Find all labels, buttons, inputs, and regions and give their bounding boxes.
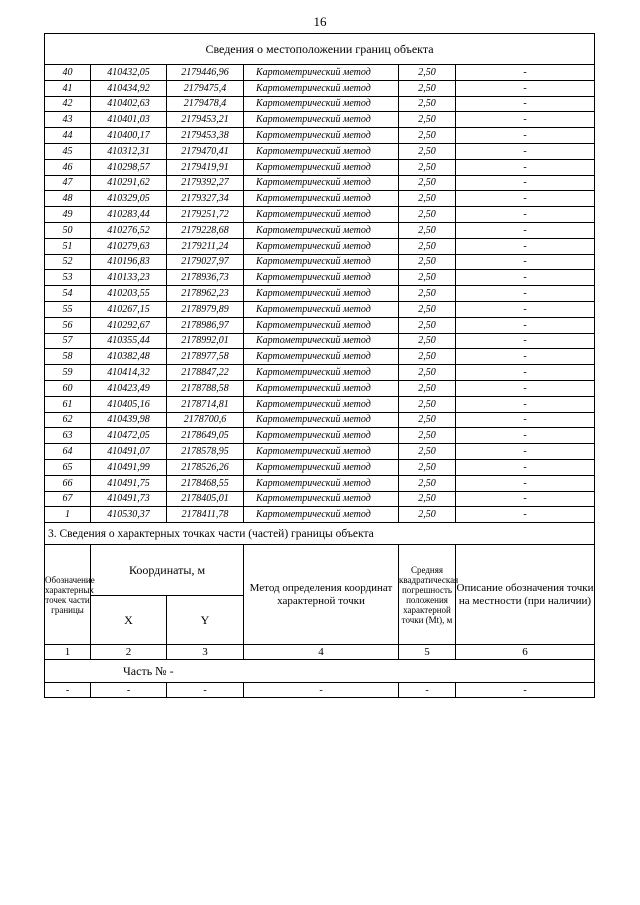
point-number: 44 <box>45 128 91 144</box>
description: - <box>456 143 595 159</box>
method: Картометрический метод <box>244 159 399 175</box>
mt-value: 2,50 <box>399 191 456 207</box>
point-number: 65 <box>45 459 91 475</box>
mt-value: 2,50 <box>399 380 456 396</box>
point-number: 63 <box>45 428 91 444</box>
method: Картометрический метод <box>244 270 399 286</box>
table-row <box>45 428 595 444</box>
description: - <box>456 80 595 96</box>
point-number: 40 <box>45 65 91 81</box>
point-number: 48 <box>45 191 91 207</box>
table-row <box>45 475 595 491</box>
coord-x: 410292,67 <box>91 317 167 333</box>
coord-y: 2178936,73 <box>167 270 244 286</box>
table-cell: - <box>399 683 456 698</box>
description: - <box>456 159 595 175</box>
coord-x: 410283,44 <box>91 207 167 223</box>
section-title-row <box>45 34 595 65</box>
method: Картометрический метод <box>244 254 399 270</box>
table-row <box>45 365 595 381</box>
coord-y: 2178526,26 <box>167 459 244 475</box>
method: Картометрический метод <box>244 175 399 191</box>
mt-value: 2,50 <box>399 238 456 254</box>
section3-title-row <box>45 523 595 545</box>
coord-y: 2179453,21 <box>167 112 244 128</box>
table-row <box>45 128 595 144</box>
table-row <box>45 349 595 365</box>
description: - <box>456 380 595 396</box>
mt-value: 2,50 <box>399 80 456 96</box>
coord-y: 2178962,23 <box>167 286 244 302</box>
point-number: 51 <box>45 238 91 254</box>
mt-value: 2,50 <box>399 96 456 112</box>
point-number: 53 <box>45 270 91 286</box>
point-number: 1 <box>45 507 91 523</box>
column-number: 5 <box>399 645 456 660</box>
method: Картометрический метод <box>244 143 399 159</box>
column-number: 6 <box>456 645 595 660</box>
method: Картометрический метод <box>244 317 399 333</box>
coord-x: 410196,83 <box>91 254 167 270</box>
mt-value: 2,50 <box>399 270 456 286</box>
description: - <box>456 428 595 444</box>
coord-x: 410279,63 <box>91 238 167 254</box>
table-cell: - <box>244 683 399 698</box>
coord-y: 2179027,97 <box>167 254 244 270</box>
point-number: 45 <box>45 143 91 159</box>
boundary-table <box>44 33 595 523</box>
part-row <box>45 660 595 683</box>
mt-value: 2,50 <box>399 459 456 475</box>
coord-x: 410491,99 <box>91 459 167 475</box>
table-row <box>45 270 595 286</box>
coord-y: 2178468,55 <box>167 475 244 491</box>
coord-y: 2179251,72 <box>167 207 244 223</box>
point-number: 66 <box>45 475 91 491</box>
point-number: 50 <box>45 222 91 238</box>
description: - <box>456 175 595 191</box>
table-row <box>45 112 595 128</box>
point-number: 43 <box>45 112 91 128</box>
point-number: 49 <box>45 207 91 223</box>
mt-value: 2,50 <box>399 317 456 333</box>
point-number: 41 <box>45 80 91 96</box>
mt-value: 2,50 <box>399 365 456 381</box>
method: Картометрический метод <box>244 349 399 365</box>
coord-x: 410530,37 <box>91 507 167 523</box>
table-row <box>45 238 595 254</box>
coord-x: 410414,32 <box>91 365 167 381</box>
coord-y: 2178649,05 <box>167 428 244 444</box>
mt-value: 2,50 <box>399 112 456 128</box>
header-mt: Средняя квадратическая погрешность положения характерной точки (Мt), м <box>399 545 456 645</box>
table-row <box>45 412 595 428</box>
description: - <box>456 396 595 412</box>
header-method: Метод определения координат характерной точки <box>244 545 399 645</box>
mt-value: 2,50 <box>399 128 456 144</box>
coord-y: 2179478,4 <box>167 96 244 112</box>
point-number: 47 <box>45 175 91 191</box>
table-row <box>45 286 595 302</box>
mt-value: 2,50 <box>399 254 456 270</box>
coord-y: 2178992,01 <box>167 333 244 349</box>
point-number: 57 <box>45 333 91 349</box>
description: - <box>456 270 595 286</box>
coord-y: 2178788,58 <box>167 380 244 396</box>
description: - <box>456 444 595 460</box>
method: Картометрический метод <box>244 475 399 491</box>
method: Картометрический метод <box>244 412 399 428</box>
coord-x: 410491,75 <box>91 475 167 491</box>
point-number: 60 <box>45 380 91 396</box>
mt-value: 2,50 <box>399 349 456 365</box>
coord-x: 410472,05 <box>91 428 167 444</box>
column-number: 4 <box>244 645 399 660</box>
method: Картометрический метод <box>244 301 399 317</box>
header-y: Y <box>167 596 244 645</box>
coord-x: 410491,73 <box>91 491 167 507</box>
description: - <box>456 507 595 523</box>
method: Картометрический метод <box>244 238 399 254</box>
table-cell: - <box>91 683 167 698</box>
mt-value: 2,50 <box>399 507 456 523</box>
coord-y: 2179211,24 <box>167 238 244 254</box>
point-number: 55 <box>45 301 91 317</box>
coord-y: 2179228,68 <box>167 222 244 238</box>
coord-y: 2179392,27 <box>167 175 244 191</box>
coord-y: 2179327,34 <box>167 191 244 207</box>
table-cell: - <box>45 683 91 698</box>
table-cell: - <box>456 683 595 698</box>
point-number: 46 <box>45 159 91 175</box>
coord-x: 410298,57 <box>91 159 167 175</box>
column-number-row <box>45 645 595 660</box>
method: Картометрический метод <box>244 380 399 396</box>
header-coordinates: Координаты, м <box>91 545 244 596</box>
description: - <box>456 317 595 333</box>
coord-x: 410434,92 <box>91 80 167 96</box>
description: - <box>456 238 595 254</box>
description: - <box>456 207 595 223</box>
point-number: 59 <box>45 365 91 381</box>
table-row <box>45 175 595 191</box>
coord-y: 2178979,89 <box>167 301 244 317</box>
mt-value: 2,50 <box>399 222 456 238</box>
coord-y: 2179453,38 <box>167 128 244 144</box>
description: - <box>456 65 595 81</box>
description: - <box>456 254 595 270</box>
coord-x: 410402,63 <box>91 96 167 112</box>
description: - <box>456 191 595 207</box>
coord-x: 410329,05 <box>91 191 167 207</box>
mt-value: 2,50 <box>399 159 456 175</box>
method: Картометрический метод <box>244 96 399 112</box>
description: - <box>456 491 595 507</box>
header-point-designation: Обозначение характерных точек части границы <box>45 545 91 645</box>
point-number: 52 <box>45 254 91 270</box>
coord-x: 410267,15 <box>91 301 167 317</box>
coord-x: 410405,16 <box>91 396 167 412</box>
point-number: 56 <box>45 317 91 333</box>
description: - <box>456 286 595 302</box>
description: - <box>456 475 595 491</box>
description: - <box>456 459 595 475</box>
coord-y: 2178578,95 <box>167 444 244 460</box>
coord-x: 410276,52 <box>91 222 167 238</box>
table-row <box>45 222 595 238</box>
coord-x: 410382,48 <box>91 349 167 365</box>
method: Картометрический метод <box>244 128 399 144</box>
description: - <box>456 222 595 238</box>
table-row <box>45 301 595 317</box>
method: Картометрический метод <box>244 207 399 223</box>
point-number: 58 <box>45 349 91 365</box>
header-description: Описание обозначения точки на местности (при наличии) <box>456 545 595 645</box>
table-row <box>45 491 595 507</box>
mt-value: 2,50 <box>399 333 456 349</box>
table-row <box>45 159 595 175</box>
description: - <box>456 128 595 144</box>
method: Картометрический метод <box>244 222 399 238</box>
coord-x: 410133,23 <box>91 270 167 286</box>
table-cell: - <box>167 683 244 698</box>
description: - <box>456 333 595 349</box>
table-row <box>45 254 595 270</box>
coord-x: 410401,03 <box>91 112 167 128</box>
part-label: Часть № - <box>45 660 595 683</box>
mt-value: 2,50 <box>399 444 456 460</box>
description: - <box>456 301 595 317</box>
mt-value: 2,50 <box>399 207 456 223</box>
coord-x: 410432,05 <box>91 65 167 81</box>
mt-value: 2,50 <box>399 412 456 428</box>
method: Картометрический метод <box>244 333 399 349</box>
method: Картометрический метод <box>244 507 399 523</box>
point-number: 67 <box>45 491 91 507</box>
section3-title: 3. Сведения о характерных точках части (частей) границы объекта <box>45 523 595 545</box>
section3-table <box>44 523 595 698</box>
coord-y: 2178405,01 <box>167 491 244 507</box>
point-number: 54 <box>45 286 91 302</box>
point-number: 62 <box>45 412 91 428</box>
mt-value: 2,50 <box>399 396 456 412</box>
coord-y: 2178714,81 <box>167 396 244 412</box>
table-row <box>45 396 595 412</box>
point-number: 64 <box>45 444 91 460</box>
header-x: X <box>91 596 167 645</box>
description: - <box>456 365 595 381</box>
table-row <box>45 80 595 96</box>
description: - <box>456 112 595 128</box>
coord-x: 410400,17 <box>91 128 167 144</box>
coord-x: 410423,49 <box>91 380 167 396</box>
mt-value: 2,50 <box>399 175 456 191</box>
part-data-row <box>45 683 595 698</box>
table-row <box>45 207 595 223</box>
method: Картометрический метод <box>244 444 399 460</box>
method: Картометрический метод <box>244 428 399 444</box>
coord-x: 410355,44 <box>91 333 167 349</box>
coord-x: 410439,98 <box>91 412 167 428</box>
method: Картометрический метод <box>244 112 399 128</box>
method: Картометрический метод <box>244 459 399 475</box>
boundary-document <box>44 33 594 698</box>
table-row <box>45 507 595 523</box>
table-row <box>45 333 595 349</box>
coord-y: 2179470,41 <box>167 143 244 159</box>
coord-y: 2179475,4 <box>167 80 244 96</box>
mt-value: 2,50 <box>399 301 456 317</box>
method: Картометрический метод <box>244 65 399 81</box>
coord-y: 2178847,22 <box>167 365 244 381</box>
point-number: 61 <box>45 396 91 412</box>
point-number: 42 <box>45 96 91 112</box>
table-row <box>45 96 595 112</box>
coord-x: 410491,07 <box>91 444 167 460</box>
column-number: 1 <box>45 645 91 660</box>
method: Картометрический метод <box>244 191 399 207</box>
description: - <box>456 349 595 365</box>
method: Картометрический метод <box>244 286 399 302</box>
coord-y: 2178700,6 <box>167 412 244 428</box>
coord-x: 410312,31 <box>91 143 167 159</box>
page-number: 16 <box>313 14 327 29</box>
coord-y: 2179446,96 <box>167 65 244 81</box>
mt-value: 2,50 <box>399 475 456 491</box>
section3-header-row <box>45 545 595 596</box>
mt-value: 2,50 <box>399 65 456 81</box>
mt-value: 2,50 <box>399 286 456 302</box>
mt-value: 2,50 <box>399 491 456 507</box>
coord-x: 410203,55 <box>91 286 167 302</box>
coord-y: 2178986,97 <box>167 317 244 333</box>
method: Картометрический метод <box>244 80 399 96</box>
table-row <box>45 459 595 475</box>
column-number: 3 <box>167 645 244 660</box>
description: - <box>456 412 595 428</box>
table-row <box>45 65 595 81</box>
coord-y: 2178411,78 <box>167 507 244 523</box>
method: Картометрический метод <box>244 396 399 412</box>
table-row <box>45 444 595 460</box>
section-title: Сведения о местоположении границ объекта <box>45 34 595 65</box>
method: Картометрический метод <box>244 491 399 507</box>
table-row <box>45 191 595 207</box>
table-row <box>45 143 595 159</box>
mt-value: 2,50 <box>399 143 456 159</box>
mt-value: 2,50 <box>399 428 456 444</box>
coord-y: 2178977,58 <box>167 349 244 365</box>
method: Картометрический метод <box>244 365 399 381</box>
table-row <box>45 380 595 396</box>
table-row <box>45 317 595 333</box>
column-number: 2 <box>91 645 167 660</box>
coord-y: 2179419,91 <box>167 159 244 175</box>
coord-x: 410291,62 <box>91 175 167 191</box>
description: - <box>456 96 595 112</box>
